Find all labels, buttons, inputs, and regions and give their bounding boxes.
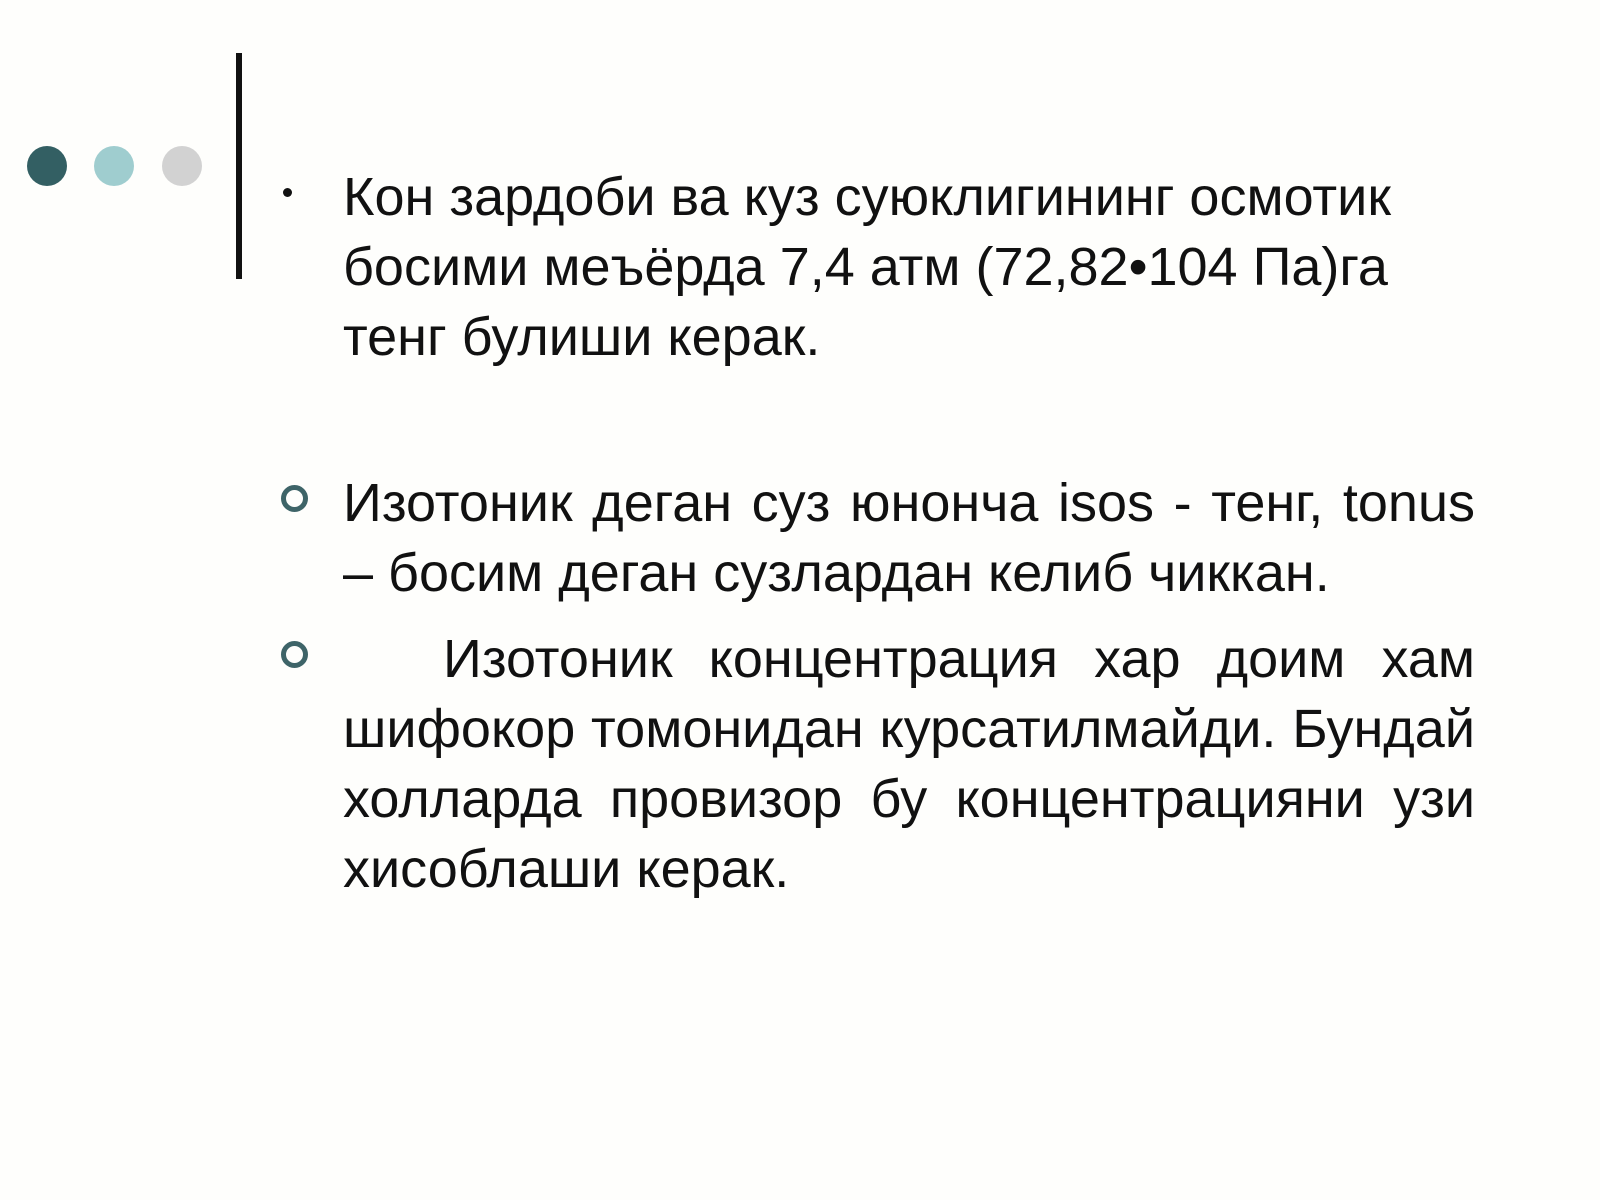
decorative-dot-dark <box>27 146 67 186</box>
decorative-vertical-line <box>236 53 242 279</box>
bullet-dot-icon <box>283 188 292 197</box>
bullet-text: Изотоник деган суз юнонча isos - тенг, tonus – босим деган сузлардан келиб чиккан. <box>343 473 1475 603</box>
bullet-item-isotonic-concentration <box>343 624 1475 904</box>
bullet-item-osmotic-pressure <box>343 162 1475 372</box>
decorative-dot-light <box>94 146 134 186</box>
slide-body <box>343 162 1475 904</box>
bullet-ring-icon <box>281 485 308 512</box>
bullet-text: Изотоник концентрация хар доим хам шифокор томонидан курсатилмайди. Бундай холларда провизор бу концентрацияни узи хисоблаши керак. <box>343 629 1475 899</box>
decorative-dot-grey <box>162 146 202 186</box>
bullet-item-isotonic-definition <box>343 468 1475 608</box>
bullet-ring-icon <box>281 641 308 668</box>
bullet-text: Кон зардоби ва куз суюклигининг осмотик босими меъёрда 7,4 атм (72,82•104 Па)га тенг булиши керак. <box>343 167 1391 367</box>
